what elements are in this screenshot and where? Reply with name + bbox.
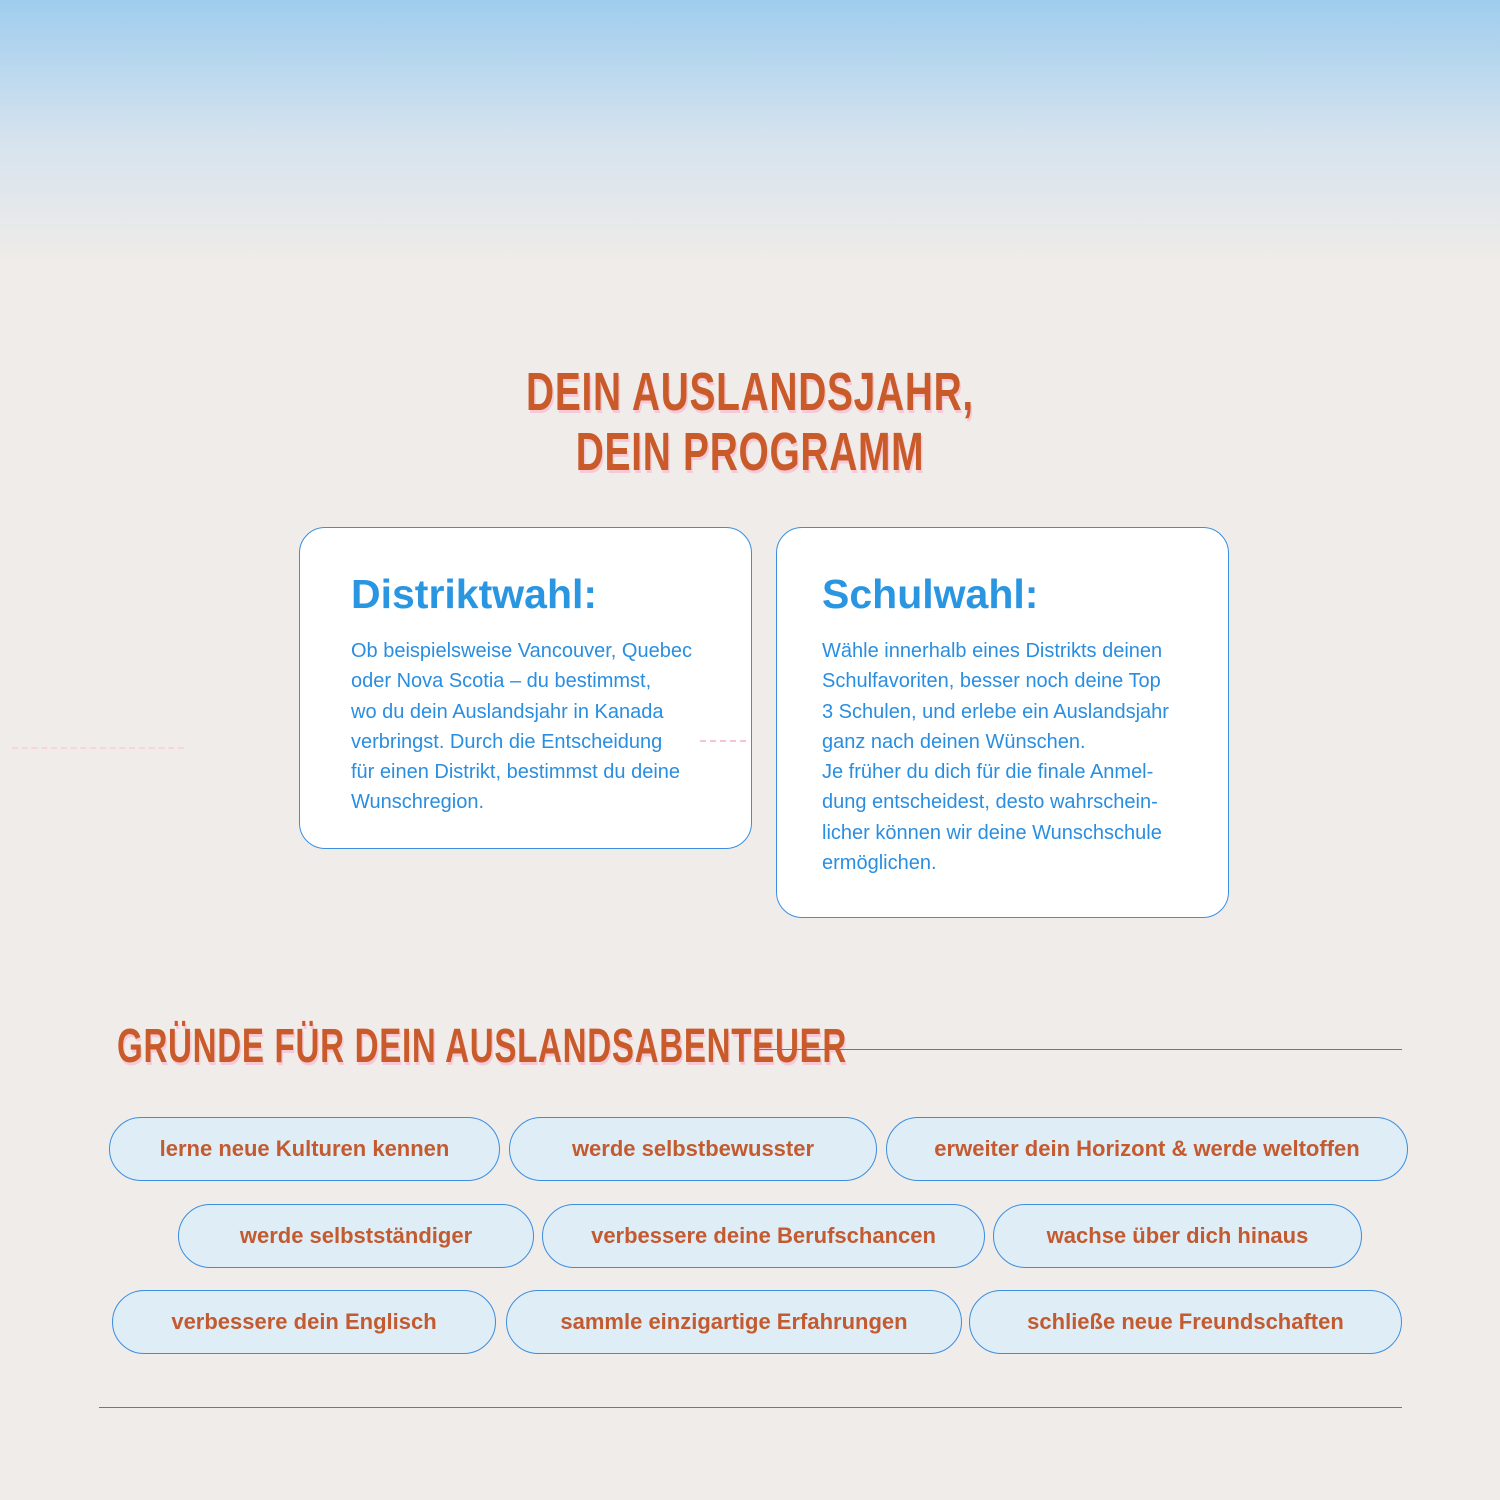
card-text: Ob beispielsweise Vancouver, Quebec oder Nova Scotia – du bestimmst, wo du dein Auslandsjahr in Kanada verbringst. Durch die Entscheidung für einen Distrikt, bestimmst du deine Wunschregion. <box>351 640 692 814</box>
decorative-dash-line <box>700 740 746 742</box>
reason-pill: verbessere deine Berufschancen <box>542 1204 985 1268</box>
bottom-divider <box>99 1407 1402 1408</box>
reason-pill: werde selbstbewusster <box>509 1117 877 1181</box>
reason-pill: werde selbstständiger <box>178 1204 534 1268</box>
reason-pill: erweiter dein Horizont & werde weltoffen <box>886 1117 1408 1181</box>
reasons-section-title: GRÜNDE FÜR DEIN AUSLANDSABENTEUER <box>117 1020 847 1073</box>
card-school-choice <box>776 527 1229 918</box>
reason-pill: lerne neue Kulturen kennen <box>109 1117 500 1181</box>
reason-pill: wachse über dich hinaus <box>993 1204 1362 1268</box>
decorative-dash-line <box>12 747 184 749</box>
reason-pill: verbessere dein Englisch <box>112 1290 496 1354</box>
reason-pill: sammle einzigartige Erfahrungen <box>506 1290 962 1354</box>
card-district-choice <box>299 527 752 849</box>
card-text: Wähle innerhalb eines Distrikts deinen Schulfavoriten, besser noch deine Top 3 Schulen, und erlebe ein Auslandsjahr ganz nach deinen Wünschen. Je früher du dich für die finale Anmel- dung entscheidest, desto wahrschein- licher können wir deine Wunschschule ermöglichen. <box>822 640 1169 875</box>
headline-line-2: DEIN PROGRAMM <box>575 422 925 482</box>
card-title: Distriktwahl: <box>351 571 598 617</box>
page-headline <box>210 362 1290 482</box>
section-divider <box>754 1049 1402 1050</box>
card-title: Schulwahl: <box>822 571 1039 617</box>
headline-line-1: DEIN AUSLANDSJAHR, <box>526 362 974 422</box>
reason-pill: schließe neue Freundschaften <box>969 1290 1402 1354</box>
